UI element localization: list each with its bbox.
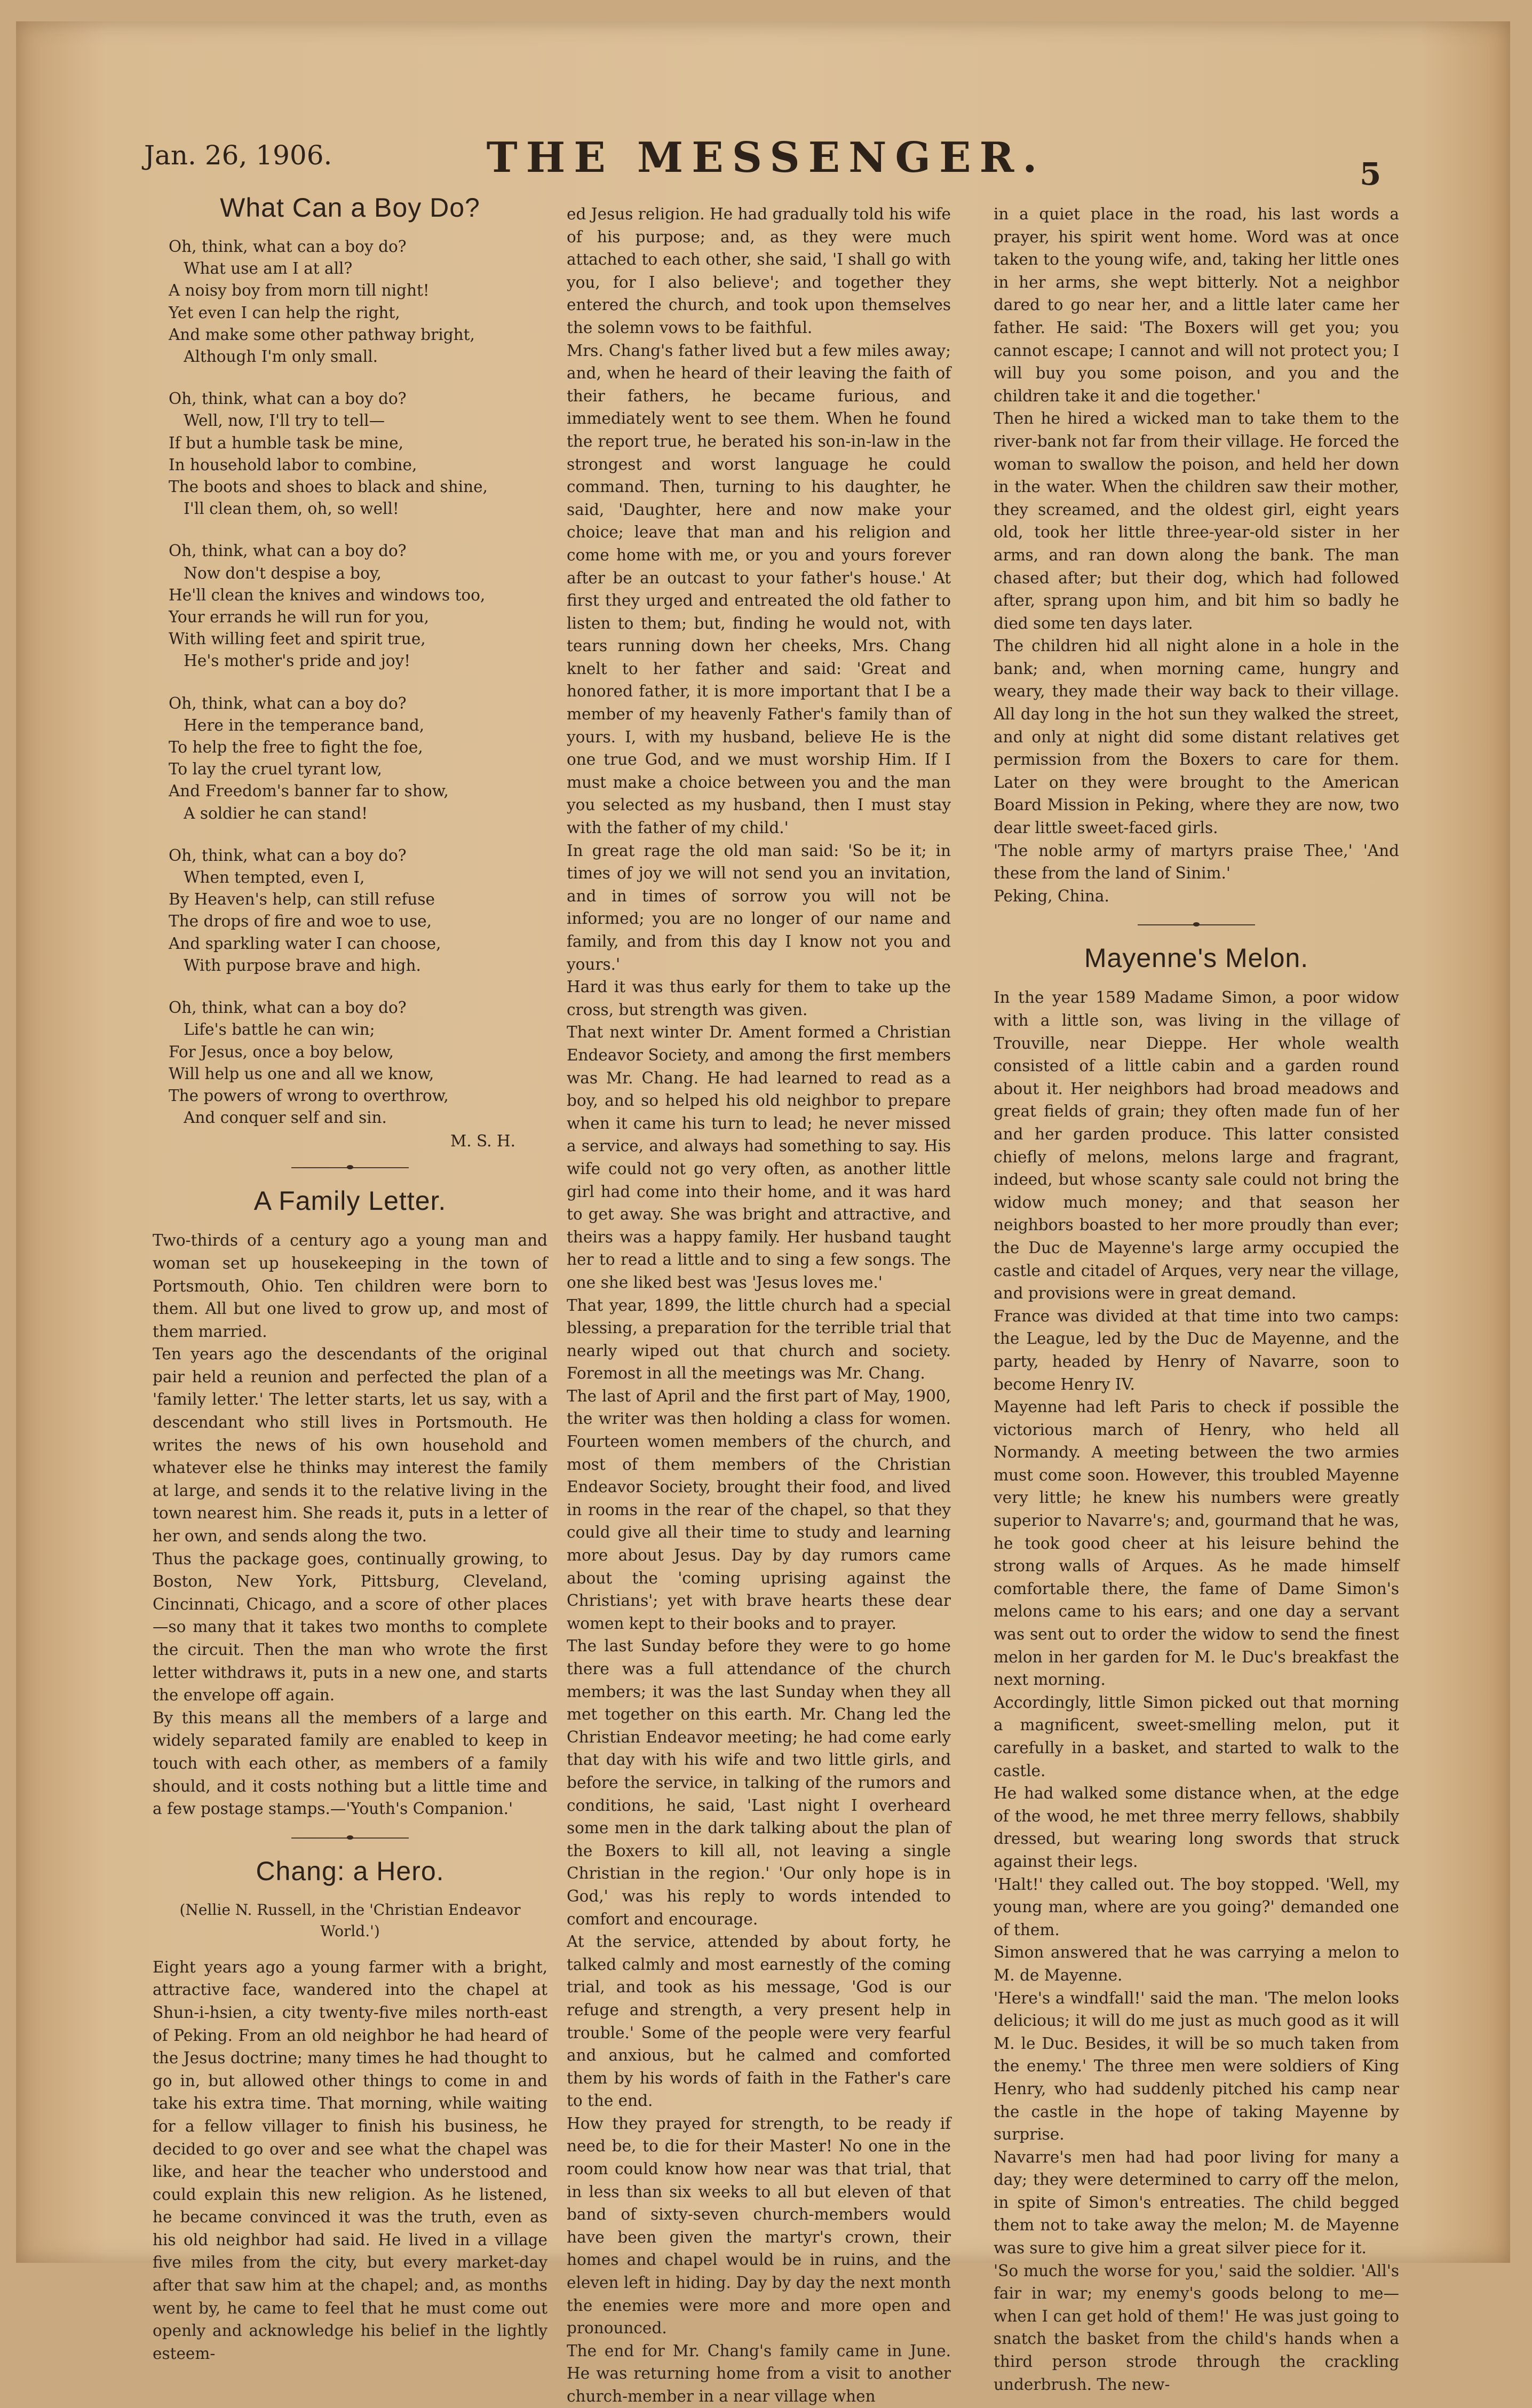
article-paragraph: Thus the package goes, continually growing, to Boston, New York, Pittsburg, Cleveland, Cincinnati, Chicago, and a score of other places—so many that it takes two months to complete the circuit. Then the man who wrote the first letter withdraws it, puts in a new one, and starts the envelope off again. [153, 1549, 547, 1705]
article-paragraph: That year, 1899, the little church had a special blessing, a preparation for the terrible trial that nearly wiped out that church and society. Foremost in all the meetings was Mr. Chang. [567, 1296, 951, 1383]
article-paragraph: How they prayed for strength, to be ready if need be, to die for their Master! No one in the room could know how near was that trial, that in less than six weeks to all but eleven of that band of sixty-seven church-members would have been given the martyr's crown, their homes and chapel would be in ruins, and the eleven left in hiding. Day by day the next month the enemies were more and more open and pronounced. [567, 2114, 951, 2338]
column-1 [153, 192, 547, 2365]
article-paragraph: That next winter Dr. Ament formed a Christian Endeavor Society, and among the first members was Mr. Chang. He had learned to read as a boy, and so helped his old neighbor to prepare when it came his turn to lead; he never missed a service, and always had something to say. His wife could not go very often, as another little girl had come into their home, and it was hard to get away. She was bright and attractive, and theirs was a happy family. Her husband taught her to read a little and to sing a few songs. The one she liked best was 'Jesus loves me.' [567, 1023, 951, 1292]
masthead-title: THE MESSENGER. [486, 133, 1046, 182]
article-paragraph: France was divided at that time into two camps: the League, led by the Duc de Mayenne, and the party, headed by Henry of Navarre, soon to become Henry IV. [994, 1306, 1399, 1393]
article-paragraph: Navarre's men had had poor living for many a day; they were determined to carry off the melon, in spite of Simon's entreaties. The child begged them not to take away the melon; M. de Mayenne was sure to give him a great silver piece for it. [994, 2148, 1399, 2258]
poem-stanza: Oh, think, what can a boy do? Now don't despise a boy, He'll clean the knives and windows too, Your errands he will run for you, With willing feet and spirit true, He's mother's pride and joy! [169, 542, 486, 670]
article-paragraph: The last of April and the first part of May, 1900, the writer was then holding a class for women. Fourteen women members of the church, and most of them members of the Christian Endeavor Society, brought their food, and lived in rooms in the rear of the chapel, so that they could give all their time to study and learning more about Jesus. Day by day rumors came about the 'coming uprising against the Christians'; yet with brave hearts these dear women kept to their books and to prayer. [567, 1387, 951, 1633]
melon-title: Mayenne's Melon. [1084, 943, 1309, 973]
article-paragraph: Ten years ago the descendants of the original pair held a reunion and perfected the plan of a 'family letter.' The letter starts, let us say, with a descendant who still lives in Portsmouth. He writes the news of his own household and whatever else he thinks may interest the family at large, and sends it to the relative living in the town nearest him. She reads it, puts in a letter of her own, and sends along the two. [153, 1345, 547, 1546]
poem-title: What Can a Boy Do? [220, 193, 480, 223]
article-paragraph: ed Jesus religion. He had gradually told his wife of his purpose; and, as they were much attached to each other, she said, 'I shall go with you, for I also believe'; and together they entered the church, and took upon themselves the solemn vows to be faithful. [567, 205, 951, 337]
poem-signature: M. S. H. [450, 1132, 515, 1151]
page-number: 5 [1360, 156, 1382, 192]
article-paragraph: Two-thirds of a century ago a young man and woman set up housekeeping in the town of Portsmouth, Ohio. Ten children were born to them. All but one lived to grow up, and most of them married. [153, 1231, 547, 1341]
article-paragraph: By this means all the members of a large and widely separated family are enabled to keep in touch with each other, as members of a family should, and it costs nothing but a little time and a few postage stamps.—'Youth's Companion.' [153, 1708, 547, 1818]
issue-date: Jan. 26, 1906. [144, 140, 332, 171]
article-paragraph: At the service, attended by about forty, he talked calmly and most earnestly of the coming trial, and took as his message, 'God is our refuge and strength, a very present help in trouble.' Some of the people were very fearful and anxious, but he calmed and comforted them by his words of faith in the Father's care to the end. [567, 1932, 951, 2110]
article-paragraph: in a quiet place in the road, his last words a prayer, his spirit went home. Word was at once taken to the young wife, and, taking her little ones in her arms, she wept bitterly. Not a neighbor dared to go near her, and a little later came her father. He said: 'The Boxers will get you; you cannot escape; I cannot and will not protect you; I will buy you some poison, and you and the children take it and die together.' [994, 205, 1399, 405]
section-divider [291, 1836, 409, 1839]
article-paragraph: Mrs. Chang's father lived but a few miles away; and, when he heard of their leaving the faith of their fathers, he became furious, and immediately went to see them. When he found the report true, he berated his son-in-law in the strongest and worst language he could command. Then, turning to his daughter, he said, 'Daughter, here and now make your choice; leave that man and his religion and come home with me, or you and yours forever after be an outcast to your father's house.' At first they urged and entreated the old father to listen to them; but, finding he would not, with tears running down her cheeks, Mrs. Chang knelt to her father and said: 'Great and honored father, it is more important that I be a member of my heavenly Father's family than of yours. I, with my husband, believe He is the one true God, and we must worship Him. If I must make a choice between you and the man you selected as my husband, then I must stay with the father of my child.' [567, 341, 951, 837]
article-paragraph: 'The noble army of martyrs praise Thee,' 'And these from the land of Sinim.' Peking, China. [994, 841, 1399, 905]
article-paragraph: Mayenne had left Paris to check if possible the victorious march of Henry, who held all Normandy. A meeting between the two armies must come soon. However, this troubled Mayenne very little; he knew his numbers were greatly superior to Navarre's; and, gourmand that he was, he took good cheer at his leisure behind the strong walls of Arques. As he made himself comfortable there, the fame of Dame Simon's melons came to his ears; and one day a servant was sent out to order the widow to send the finest melon in her garden for M. le Duc's breakfast the next morning. [994, 1398, 1399, 1689]
article-paragraph: Then he hired a wicked man to take them to the river-bank not far from their village. He forced the woman to swallow the poison, and held her down in the water. When the children saw their mother, they screamed, and the oldest girl, eight years old, took her little three-year-old sister in her arms, and ran down along the bank. The man chased after; but their dog, which had followed after, sprang upon him, and bit him so badly he died some ten days later. [994, 409, 1399, 632]
article-paragraph: The children hid all night alone in a hole in the bank; and, when morning came, hungry and weary, they made their way back to their village. All day long in the hot sun they walked the street, and only at night did some distant relatives get permission from the Boxers to care for them. Later on they were brought to the American Board Mission in Peking, where they are now, two dear little sweet-faced girls. [994, 637, 1399, 837]
poem-stanza: Oh, think, what can a boy do? What use am I at all? A noisy boy from morn till night! Yet even I can help the right, And make some other pathway bright, Although I'm only small. [169, 237, 475, 366]
poem-stanza: Oh, think, what can a boy do? Well, now, I'll try to tell— If but a humble task be mine, In household labor to combine, The boots and shoes to black and shine, I'll clean them, oh, so well! [169, 390, 488, 518]
article-paragraph: 'Here's a windfall!' said the man. 'The melon looks delicious; it will do me just as much good as it will M. le Duc. Besides, it will be so much taken from the enemy.' The three men were soldiers of King Henry, who had suddenly pitched his camp near the castle in the hope of taking Mayenne by surprise. [994, 1989, 1399, 2144]
article-paragraph: He had walked some distance when, at the edge of the wood, he met three merry fellows, shabbily dressed, but wearing long swords that struck against their legs. [994, 1784, 1399, 1871]
article-paragraph: The last Sunday before they were to go home there was a full attendance of the church members; it was the last Sunday when they all met together on this earth. Mr. Chang led the Christian Endeavor meeting; he had come early that day with his wife and two little girls, and before the service, in talking of the rumors and conditions, he said, 'Last night I overheard some men in the dark talking about the plan of the Boxers to kill all, not leaving a single Christian in the region.' 'Our only hope is in God,' was his reply to words intended to comfort and encourage. [567, 1637, 951, 1928]
column-2 [567, 203, 951, 2408]
article-paragraph: Accordingly, little Simon picked out that morning a magnificent, sweet-smelling melon, put it carefully in a basket, and started to walk to the castle. [994, 1693, 1399, 1780]
article-paragraph: Simon answered that he was carrying a melon to M. de Mayenne. [994, 1943, 1399, 1984]
article-paragraph: Hard it was thus early for them to take up the cross, but strength was given. [567, 978, 951, 1019]
section-divider [1138, 923, 1255, 925]
poem-stanza: Oh, think, what can a boy do? Here in the temperance band, To help the free to fight the foe, To lay the cruel tyrant low, And Freedom's banner far to show, A soldier he can stand! [169, 694, 449, 822]
column-3 [994, 203, 1399, 2396]
chang-byline: (Nellie N. Russell, in the 'Christian Endeavor World.') [179, 1900, 521, 1940]
chang-title: Chang: a Hero. [256, 1856, 444, 1886]
article-paragraph: The end for Mr. Chang's family came in June. He was returning home from a visit to another church-member in a near village when [567, 2341, 951, 2405]
poem-stanza: Oh, think, what can a boy do? When tempted, even I, By Heaven's help, can still refuse The drops of fire and woe to use, And sparkling water I can choose, With purpose brave and high. [169, 846, 441, 975]
family-letter-title: A Family Letter. [253, 1186, 447, 1216]
article-paragraph: Eight years ago a young farmer with a bright, attractive face, wandered into the chapel at Shun-i-hsien, a city twenty-five miles north-east of Peking. From an old neighbor he had heard of the Jesus doctrine; many times he had thought to go in, but allowed other things to come in and take his extra time. That morning, while waiting for a fellow villager to finish his business, he decided to go over and see what the chapel was like, and hear the teacher who understood and could explain this new religion. As he listened, he became convinced it was the truth, even as his old neighbor had said. He lived in a village five miles from the city, but every market-day after that saw him at the chapel; and, as months went by, he came to feel that he must come out openly and acknowledge his belief in the lightly esteem- [153, 1958, 547, 2363]
article-paragraph: In great rage the old man said: 'So be it; in times of joy we will not send you an invitation, and in times of sorrow you will not be informed; you are no longer of our name and family, and from this day I know not you and yours.' [567, 841, 951, 973]
section-divider [291, 1166, 409, 1168]
article-paragraph: 'Halt!' they called out. The boy stopped. 'Well, my young man, where are you going?' demanded one of them. [994, 1875, 1399, 1939]
article-paragraph: In the year 1589 Madame Simon, a poor widow with a little son, was living in the village of Trouville, near Dieppe. Her whole wealth consisted of a little cabin and a garden round about it. Her neighbors had broad meadows and great fields of grain; they often made fun of her and her garden produce. This latter consisted chiefly of melons, melons large and fragrant, indeed, but whose scanty sale could not bring the widow much money; and that season her neighbors boasted to her more proudly than ever; the Duc de Mayenne's large army occupied the castle and citadel of Arques, very near the village, and provisions were in great demand. [994, 988, 1399, 1303]
poem-stanza: Oh, think, what can a boy do? Life's battle he can win; For Jesus, once a boy below, Will help us one and all we know, The powers of wrong to overthrow, And conquer self and sin. [169, 999, 449, 1127]
article-paragraph: 'So much the worse for you,' said the soldier. 'All's fair in war; my enemy's goods belong to me—when I can get hold of them!' He was just going to snatch the basket from the child's hands when a third person strode through the crackling underbrush. The new- [994, 2261, 1399, 2394]
